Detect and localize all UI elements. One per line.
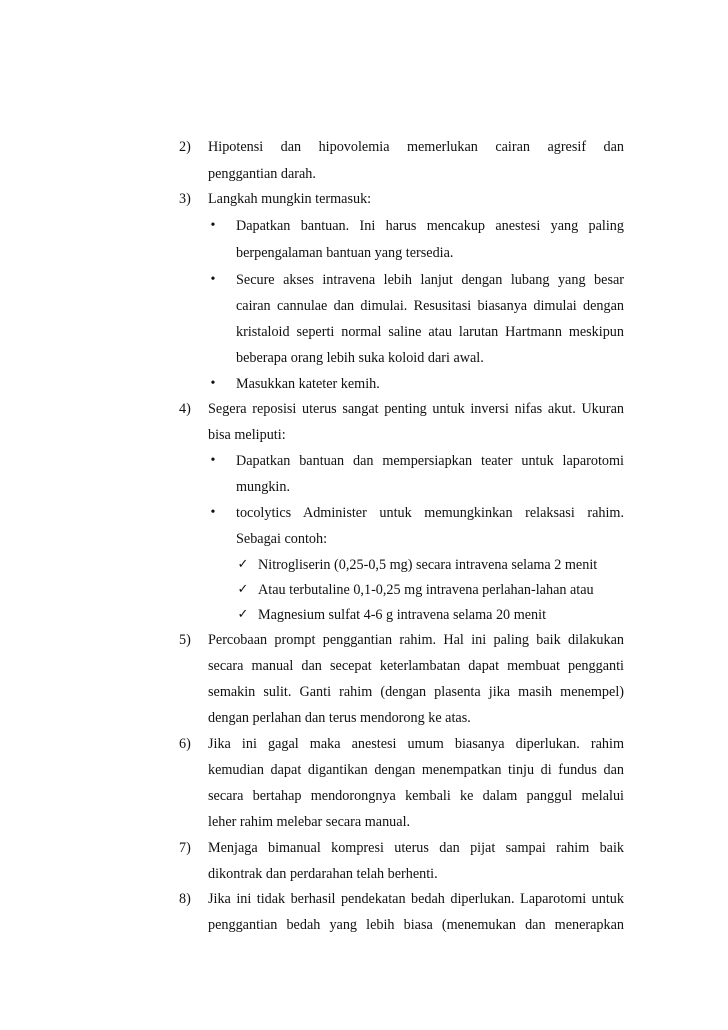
- bullet-text-line: Secure akses intravena lebih lanjut dengan lubang yang besar: [236, 272, 624, 288]
- item-number: 6): [179, 736, 191, 752]
- item-number: 2): [179, 139, 191, 155]
- item-text-line: Percobaan prompt penggantian rahim. Hal ini paling baik dilakukan: [208, 632, 624, 648]
- checkmark-icon: ✓: [237, 582, 249, 597]
- bullet-text-line: mungkin.: [236, 479, 290, 495]
- bullet-glyph: •: [210, 505, 216, 520]
- bullet-text-line: Sebagai contoh:: [236, 531, 328, 547]
- bullet-glyph: •: [210, 272, 216, 287]
- bullet-glyph: •: [210, 376, 216, 391]
- bullet-text-line: berpengalaman bantuan yang tersedia.: [236, 245, 454, 261]
- item-text-line: penggantian bedah yang lebih biasa (menemukan dan menerapkan: [208, 917, 624, 933]
- item-number: 8): [179, 891, 191, 907]
- bullet-glyph: •: [210, 218, 216, 233]
- item-text-line: leher rahim melebar secara manual.: [208, 814, 411, 830]
- item-text-line: Menjaga bimanual kompresi uterus dan pijat sampai rahim baik: [208, 840, 624, 856]
- item-text-line: Jika ini gagal maka anestesi umum biasanya diperlukan. rahim: [208, 736, 624, 752]
- item-number: 5): [179, 632, 191, 648]
- bullet-text-line: Masukkan kateter kemih.: [236, 376, 380, 392]
- bullet-glyph: •: [210, 453, 216, 468]
- item-number: 7): [179, 840, 191, 856]
- checkmark-icon: ✓: [237, 607, 249, 622]
- item-text-line: kemudian dapat digantikan dengan menempatkan tinju di fundus dan: [208, 762, 624, 778]
- item-text-line: dikontrak dan perdarahan telah berhenti.: [208, 866, 438, 882]
- item-text-line: secara bertahap mendorongnya kembali ke dalam panggul melalui: [208, 788, 624, 804]
- item-number: 4): [179, 401, 191, 417]
- checkmark-icon: ✓: [237, 557, 249, 572]
- bullet-text-line: beberapa orang lebih suka koloid dari awal.: [236, 350, 484, 366]
- item-text-line: Jika ini tidak berhasil pendekatan bedah diperlukan. Laparotomi untuk: [208, 891, 624, 907]
- item-text-line: bisa meliputi:: [208, 427, 286, 443]
- bullet-text-line: Dapatkan bantuan dan mempersiapkan teater untuk laparotomi: [236, 453, 624, 469]
- item-number: 3): [179, 191, 191, 207]
- item-text-line: Segera reposisi uterus sangat penting untuk inversi nifas akut. Ukuran: [208, 401, 624, 417]
- item-text-line: penggantian darah.: [208, 166, 316, 182]
- bullet-text-line: Dapatkan bantuan. Ini harus mencakup anestesi yang paling: [236, 218, 624, 234]
- bullet-text-line: cairan cannulae dan dimulai. Resusitasi biasanya dimulai dengan: [236, 298, 624, 314]
- item-text-line: Hipotensi dan hipovolemia memerlukan cairan agresif dan: [208, 139, 624, 155]
- item-text-line: Langkah mungkin termasuk:: [208, 191, 372, 207]
- check-item-text: Nitrogliserin (0,25-0,5 mg) secara intravena selama 2 menit: [258, 557, 598, 573]
- check-item-text: Magnesium sulfat 4-6 g intravena selama 20 menit: [258, 607, 547, 623]
- item-text-line: dengan perlahan dan terus mendorong ke atas.: [208, 710, 471, 726]
- item-text-line: secara manual dan secepat keterlambatan dapat membuat pengganti: [208, 658, 624, 674]
- bullet-text-line: kristaloid seperti normal saline atau larutan Hartmann meskipun: [236, 324, 624, 340]
- check-item-text: Atau terbutaline 0,1-0,25 mg intravena perlahan-lahan atau: [258, 582, 594, 598]
- item-text-line: semakin sulit. Ganti rahim (dengan plasenta jika masih menempel): [208, 684, 624, 700]
- bullet-text-line: tocolytics Administer untuk memungkinkan relaksasi rahim.: [236, 505, 624, 521]
